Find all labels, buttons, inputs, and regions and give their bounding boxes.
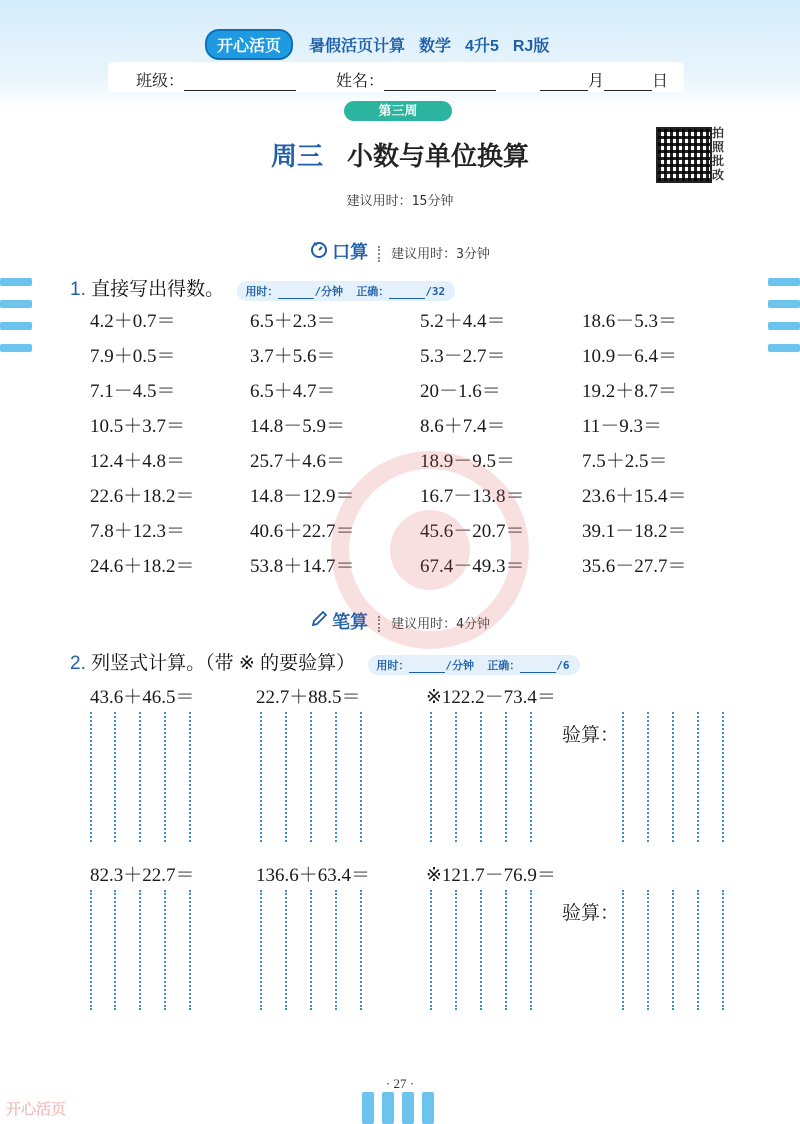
vertical-problem: ※122.2－73.4＝ (426, 687, 556, 708)
edition: RJ版 (512, 37, 550, 55)
mental-problem: 5.2＋4.4＝ (420, 311, 506, 332)
question-text: 直接写出得数。 (91, 279, 225, 300)
mental-problem: 12.4＋4.8＝ (90, 451, 186, 472)
footer-logo: 开心活页 (6, 1101, 67, 1118)
vertical-problem: 22.7＋88.5＝ (256, 687, 361, 708)
calc-grid-line (285, 712, 288, 842)
correct-label: 正确： (356, 285, 390, 298)
calc-grid-line (164, 712, 167, 842)
divider (378, 246, 381, 262)
calc-grid-line (335, 890, 338, 1010)
mental-problem: 23.6＋15.4＝ (582, 486, 687, 507)
correct-total: /32 (425, 285, 446, 298)
subject: 数学 (419, 37, 452, 55)
bottom-bar (422, 1092, 434, 1124)
mental-problem: 16.7－13.8＝ (420, 486, 525, 507)
time-used-blank[interactable] (278, 288, 314, 299)
bottom-bar (382, 1092, 394, 1124)
mental-problem: 20－1.6＝ (420, 381, 501, 402)
calc-grid-line (697, 712, 700, 842)
mental-problem: 19.2＋8.7＝ (582, 381, 678, 402)
side-bar (768, 344, 800, 352)
side-bar (0, 344, 32, 352)
mental-problem: 7.8＋12.3＝ (90, 521, 186, 542)
mental-problem: 40.6＋22.7＝ (250, 521, 355, 542)
qr-caption-char: 改 (712, 168, 725, 182)
section-written-header (0, 608, 800, 634)
check-label: 验算： (562, 903, 620, 924)
section-mental-time: 建议用时：3分钟 (391, 247, 490, 262)
class-field[interactable] (136, 68, 296, 91)
qr-caption (712, 126, 726, 182)
mental-problem: 39.1－18.2＝ (582, 521, 687, 542)
qr-caption-char: 批 (712, 154, 725, 168)
side-bar (0, 278, 32, 286)
title-day: 周三 (270, 141, 323, 171)
brand-logo: 开心活页 (205, 29, 293, 60)
side-bar (0, 322, 32, 330)
question-1-title (70, 274, 455, 301)
calc-grid-line (260, 712, 263, 842)
calc-grid-line (505, 890, 508, 1010)
correct-total: /6 (556, 659, 570, 672)
vertical-problem: 82.3＋22.7＝ (90, 865, 195, 886)
divider (378, 616, 381, 632)
calc-grid-line (455, 890, 458, 1010)
calc-grid-line (114, 890, 117, 1010)
calc-grid-line (722, 890, 725, 1010)
day-label: 日 (652, 73, 669, 90)
mental-problem: 10.5＋3.7＝ (90, 416, 186, 437)
mental-problem: 4.2＋0.7＝ (90, 311, 176, 332)
mental-problem: 7.1－4.5＝ (90, 381, 176, 402)
mental-problem: 10.9－6.4＝ (582, 346, 678, 367)
right-side-tabs (768, 278, 800, 366)
calc-grid-line (722, 712, 725, 842)
vertical-problem: 136.6＋63.4＝ (256, 865, 371, 886)
section-written-label: 笔算 (332, 612, 369, 632)
stopwatch-icon (310, 240, 328, 263)
calc-grid-line (360, 890, 363, 1010)
student-info-box (108, 62, 684, 92)
question-number: 1. (70, 279, 86, 300)
calc-grid-line (530, 890, 533, 1010)
section-mental-label: 口算 (332, 242, 369, 262)
name-blank[interactable] (384, 74, 496, 91)
suggested-time: 建议用时：15分钟 (346, 194, 454, 209)
question-1-meta (237, 281, 455, 301)
calc-grid-line (285, 890, 288, 1010)
left-side-tabs (0, 278, 32, 366)
calc-grid-line (622, 890, 625, 1010)
mental-problem: 8.6＋7.4＝ (420, 416, 506, 437)
calc-grid-line (139, 890, 142, 1010)
check-label: 验算： (562, 725, 620, 746)
calc-grid-line (455, 712, 458, 842)
calc-grid-line (335, 712, 338, 842)
question-text: 列竖式计算。（带 ※ 的要验算） (91, 653, 356, 674)
qr-caption-char: 拍 (712, 126, 725, 140)
calc-grid-line (189, 890, 192, 1010)
mental-problem: 45.6－20.7＝ (420, 521, 525, 542)
mental-problem: 7.9＋0.5＝ (90, 346, 176, 367)
mental-problem: 5.3－2.7＝ (420, 346, 506, 367)
grade: 4升5 (465, 37, 499, 55)
side-bar (768, 322, 800, 330)
calc-grid-line (697, 890, 700, 1010)
time-used-blank[interactable] (409, 662, 445, 673)
time-used-label: 用时： (245, 285, 279, 298)
calc-grid-line (310, 890, 313, 1010)
month-label: 月 (588, 73, 605, 90)
class-blank[interactable] (184, 74, 296, 91)
calc-grid-line (430, 712, 433, 842)
side-bar (0, 300, 32, 308)
qr-code-icon[interactable] (656, 127, 712, 183)
calc-grid-line (530, 712, 533, 842)
mental-problem: 18.9－9.5＝ (420, 451, 516, 472)
calc-grid-line (505, 712, 508, 842)
mental-problem: 35.6－27.7＝ (582, 556, 687, 577)
calc-grid-line (360, 712, 363, 842)
calc-grid-line (672, 712, 675, 842)
mental-problem: 6.5＋4.7＝ (250, 381, 336, 402)
correct-blank[interactable] (389, 288, 425, 299)
book-title: 暑假活页计算 (309, 37, 406, 55)
mental-problem: 6.5＋2.3＝ (250, 311, 336, 332)
mental-problem: 67.4－49.3＝ (420, 556, 525, 577)
side-bar (768, 300, 800, 308)
question-number: 2. (70, 653, 86, 674)
vertical-problem: ※121.7－76.9＝ (426, 865, 556, 886)
section-written-time: 建议用时：4分钟 (391, 617, 490, 632)
calc-grid-line (90, 712, 93, 842)
name-field[interactable] (336, 68, 496, 91)
mental-math-grid (90, 310, 770, 579)
calc-grid-line (90, 890, 93, 1010)
day-blank[interactable] (604, 74, 652, 91)
header-bar (205, 30, 563, 58)
vertical-problem: 43.6＋46.5＝ (90, 687, 195, 708)
mental-problem: 3.7＋5.6＝ (250, 346, 336, 367)
question-2-meta (368, 655, 579, 675)
class-label: 班级： (136, 73, 185, 90)
calc-grid-line (114, 712, 117, 842)
time-used-label: 用时： (376, 659, 410, 672)
bottom-bar (362, 1092, 374, 1124)
date-field[interactable] (540, 68, 668, 91)
calc-grid-line (647, 712, 650, 842)
question-2-title (70, 648, 580, 675)
section-mental-header (0, 238, 800, 264)
mental-problem: 24.6＋18.2＝ (90, 556, 195, 577)
mental-problem: 25.7＋4.6＝ (250, 451, 346, 472)
month-blank[interactable] (540, 74, 588, 91)
time-unit-label: /分钟 (314, 285, 344, 298)
bottom-tabs (362, 1092, 434, 1124)
calc-grid-line (622, 712, 625, 842)
mental-problem: 53.8＋14.7＝ (250, 556, 355, 577)
name-label: 姓名： (336, 73, 385, 90)
mental-problem: 11－9.3＝ (582, 416, 663, 437)
calc-grid-line (260, 890, 263, 1010)
calc-grid-line (310, 712, 313, 842)
time-unit-label: /分钟 (445, 659, 475, 672)
mental-problem: 7.5＋2.5＝ (582, 451, 668, 472)
bottom-bar (402, 1092, 414, 1124)
mental-problem: 18.6－5.3＝ (582, 311, 678, 332)
mental-problem: 14.8－5.9＝ (250, 416, 346, 437)
calc-grid-line (139, 712, 142, 842)
calc-grid-line (430, 890, 433, 1010)
calc-grid-line (164, 890, 167, 1010)
side-bar (768, 278, 800, 286)
mental-problem: 14.8－12.9＝ (250, 486, 355, 507)
week-badge: 第三周 (344, 101, 452, 121)
calc-grid-line (480, 712, 483, 842)
correct-label: 正确： (487, 659, 521, 672)
title-topic: 小数与单位换算 (347, 141, 530, 171)
qr-caption-char: 照 (712, 140, 725, 154)
calc-grid-line (647, 890, 650, 1010)
correct-blank[interactable] (520, 662, 556, 673)
calc-grid-line (480, 890, 483, 1010)
page-number: · 27 · (385, 1076, 415, 1091)
mental-problem: 22.6＋18.2＝ (90, 486, 195, 507)
calc-grid-line (672, 890, 675, 1010)
pencil-icon (310, 610, 328, 633)
calc-grid-line (189, 712, 192, 842)
